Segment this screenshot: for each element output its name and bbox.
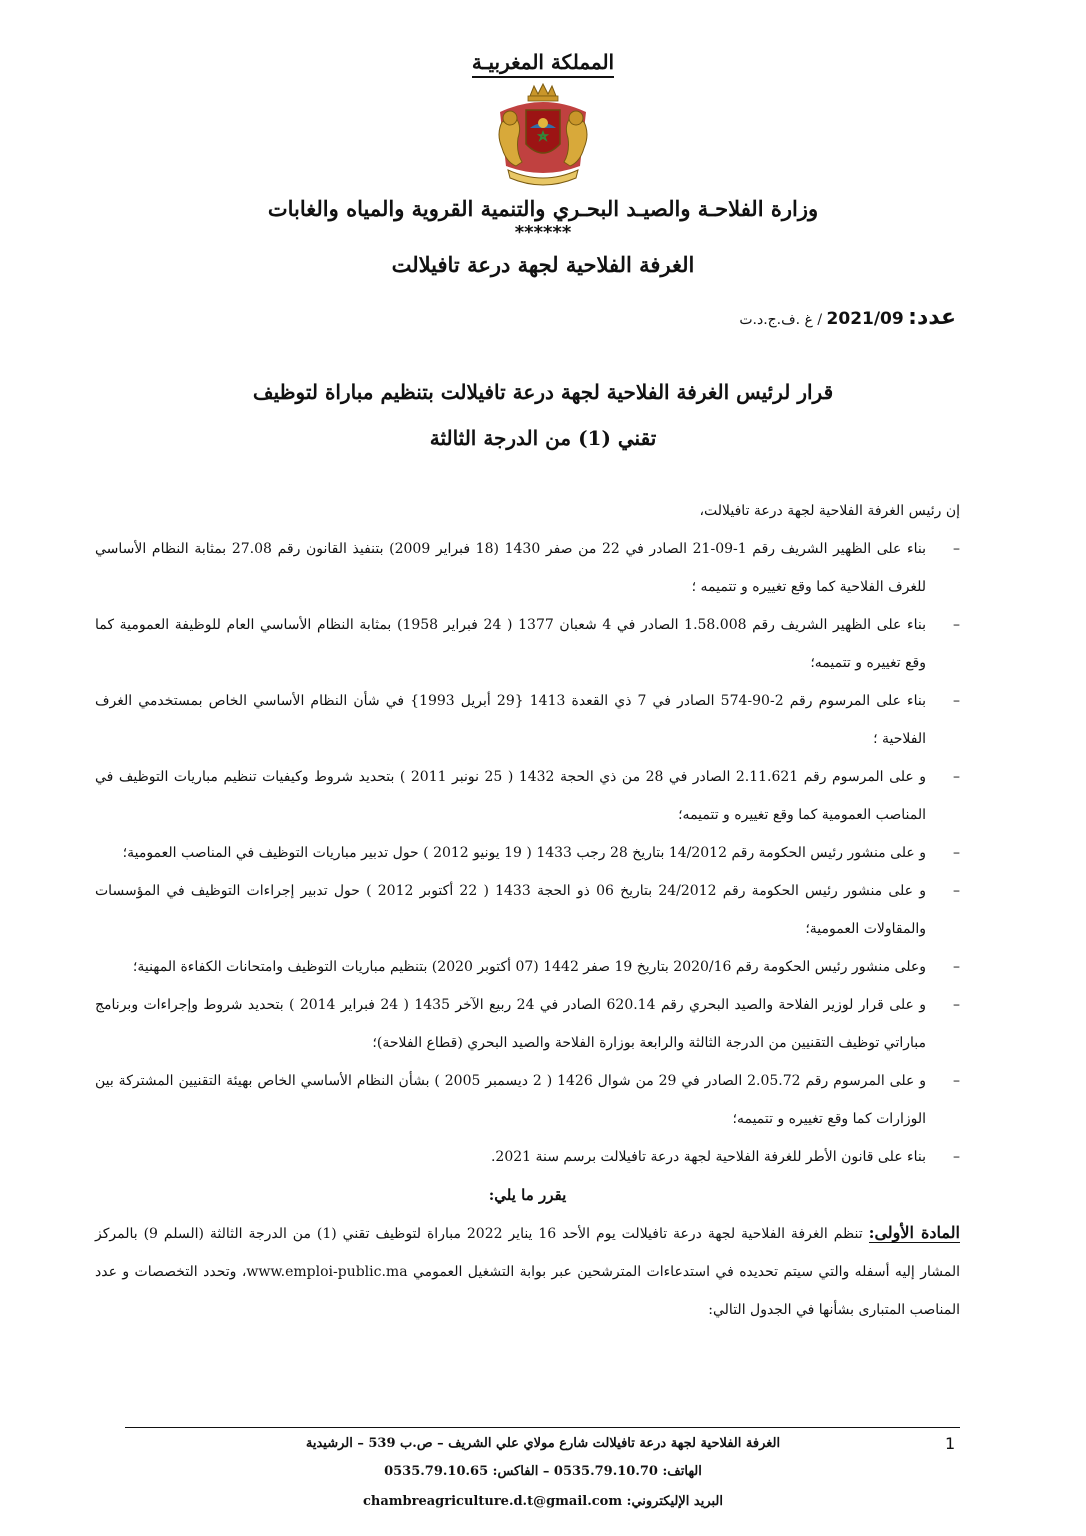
decision-title-line2: تقني (1) من الدرجة الثالثة <box>429 426 657 450</box>
list-item: – و على قرار لوزير الفلاحة والصيد البحري رقم 620.14 الصادر في 24 ربيع الآخر 1435 ( 24 فبراير 2014 ) بتحديد شروط وإجراءات وبرنامج مباراتي توظيف التقنيين من الدرجة الثالثة والرابعة بوزارة الفلاحة والصيد البحري (قطاع الفلاحة)؛ <box>95 986 960 1062</box>
list-item: – وعلى منشور رئيس الحكومة رقم 2020/16 بتاريخ 19 صفر 1442 (07 أكتوبر 2020) بتنظيم مباريات التوظيف وامتحانات الكفاءة المهنية؛ <box>95 948 960 986</box>
decision-title-line1: قرار لرئيس الغرفة الفلاحية لجهة درعة تافيلالت بتنظيم مباراة لتوظيف <box>252 380 834 404</box>
list-item: – بناء على المرسوم رقم 2-90-574 الصادر في 7 ذي القعدة 1413 {29 أبريل 1993} في شأن النظام الأساسي الخاص بمستخدمي الغرف الفلاحية ؛ <box>95 682 960 758</box>
email-label: البريد الإليكتروني: <box>626 1494 723 1509</box>
chamber-heading: الغرفة الفلاحية لجهة درعة تافيلالت <box>391 252 695 277</box>
article-one-text: تنظم الغرفة الفلاحية لجهة درعة تافيلالت يوم الأحد 16 يناير 2022 مباراة لتوظيف تقني (1) من الدرجة الثالثة (السلم 9) بالمركز المشار إليه أسفله والتي سيتم تحديده في استدعاءات المترشحين عبر بوابة التشغيل العمومي www.emploi-public.ma، وتحدد التخصصات و عدد المناصب المتبارى بشأنها في الجدول التالي: <box>95 1226 961 1318</box>
decision-body <box>95 492 960 1329</box>
list-item: – و على المرسوم رقم 2.11.621 الصادر في 28 من ذي الحجة 1432 ( 25 نونبر 2011 ) بتحديد شروط وكيفيات تنظيم مباريات التوظيف في المناصب العمومية كما وقع تغييره و تتميمه؛ <box>95 758 960 834</box>
separator-stars: ****** <box>514 222 572 243</box>
reference-label: عدد: <box>908 305 956 330</box>
kingdom-heading <box>0 50 1086 74</box>
phone-label: الهاتف: <box>662 1464 702 1479</box>
fax-number: 0535.79.10.65 <box>384 1464 489 1479</box>
kingdom-text: المملكة المغربيـة <box>472 50 614 78</box>
article-one-label: المادة الأولى: <box>868 1223 960 1242</box>
footer-email <box>0 1494 1086 1509</box>
article-one <box>95 1214 960 1329</box>
royal-coat-of-arms-icon <box>488 82 598 192</box>
email-address[interactable]: chambreagriculture.d.t@gmail.com <box>363 1494 623 1509</box>
footer-address: الغرفة الفلاحية لجهة درعة تافيلالت شارع مولاي علي الشريف – ص.ب 539 – الرشيدية <box>305 1436 781 1451</box>
footer-divider <box>125 1427 960 1428</box>
reference-number <box>739 305 956 330</box>
list-item: – بناء على الظهير الشريف رقم 1.58.008 الصادر في 4 شعبان 1377 ( 24 فبراير 1958) بمثابة النظام الأساسي العام للوظيفة العمومية كما وقع تغييره و تتميمه؛ <box>95 606 960 682</box>
list-item: – و على منشور رئيس الحكومة رقم 24/2012 بتاريخ 06 ذو الحجة 1433 ( 22 أكتوبر 2012 ) حول تدبير إجراءات التوظيف في المؤسسات والمقاولات العمومية؛ <box>95 872 960 948</box>
fax-label: – الفاكس: <box>492 1464 550 1479</box>
list-item: – بناء على الظهير الشريف رقم 1-09-21 الصادر في 22 من صفر 1430 (18 فبراير 2009) بتنفيذ القانون رقم 27.08 بمثابة النظام الأساسي للغرف الفلاحية كما وقع تغييره و تتميمه ؛ <box>95 530 960 606</box>
decides-heading: يقرر ما يلي: <box>488 1186 567 1204</box>
list-item: – و على منشور رئيس الحكومة رقم 14/2012 بتاريخ 28 رجب 1433 ( 19 يونيو 2012 ) حول تدبير مباريات التوظيف في المناصب العمومية؛ <box>95 834 960 872</box>
reference-suffix: / غ .ف.ج.د.ت <box>739 312 823 328</box>
ministry-heading: وزارة الفلاحـة والصيـد البحـري والتنمية القروية والمياه والغابات <box>267 196 819 221</box>
legal-basis-list <box>95 530 960 1176</box>
footer-contact <box>0 1464 1086 1479</box>
page-number: 1 <box>945 1434 956 1453</box>
phone-number: 0535.79.10.70 <box>553 1464 658 1479</box>
intro-paragraph: إن رئيس الغرفة الفلاحية لجهة درعة تافيلالت، <box>699 503 960 519</box>
list-item: – بناء على قانون الأطر للغرفة الفلاحية لجهة درعة تافيلالت برسم سنة 2021. <box>95 1138 960 1176</box>
list-item: – و على المرسوم رقم 2.05.72 الصادر في 29 من شوال 1426 ( 2 ديسمبر 2005 ) بشأن النظام الأساسي الخاص بهيئة التقنيين المشتركة بين الوزارات كما وقع تغييره و تتميمه؛ <box>95 1062 960 1138</box>
reference-value: 2021/09 <box>826 309 904 329</box>
